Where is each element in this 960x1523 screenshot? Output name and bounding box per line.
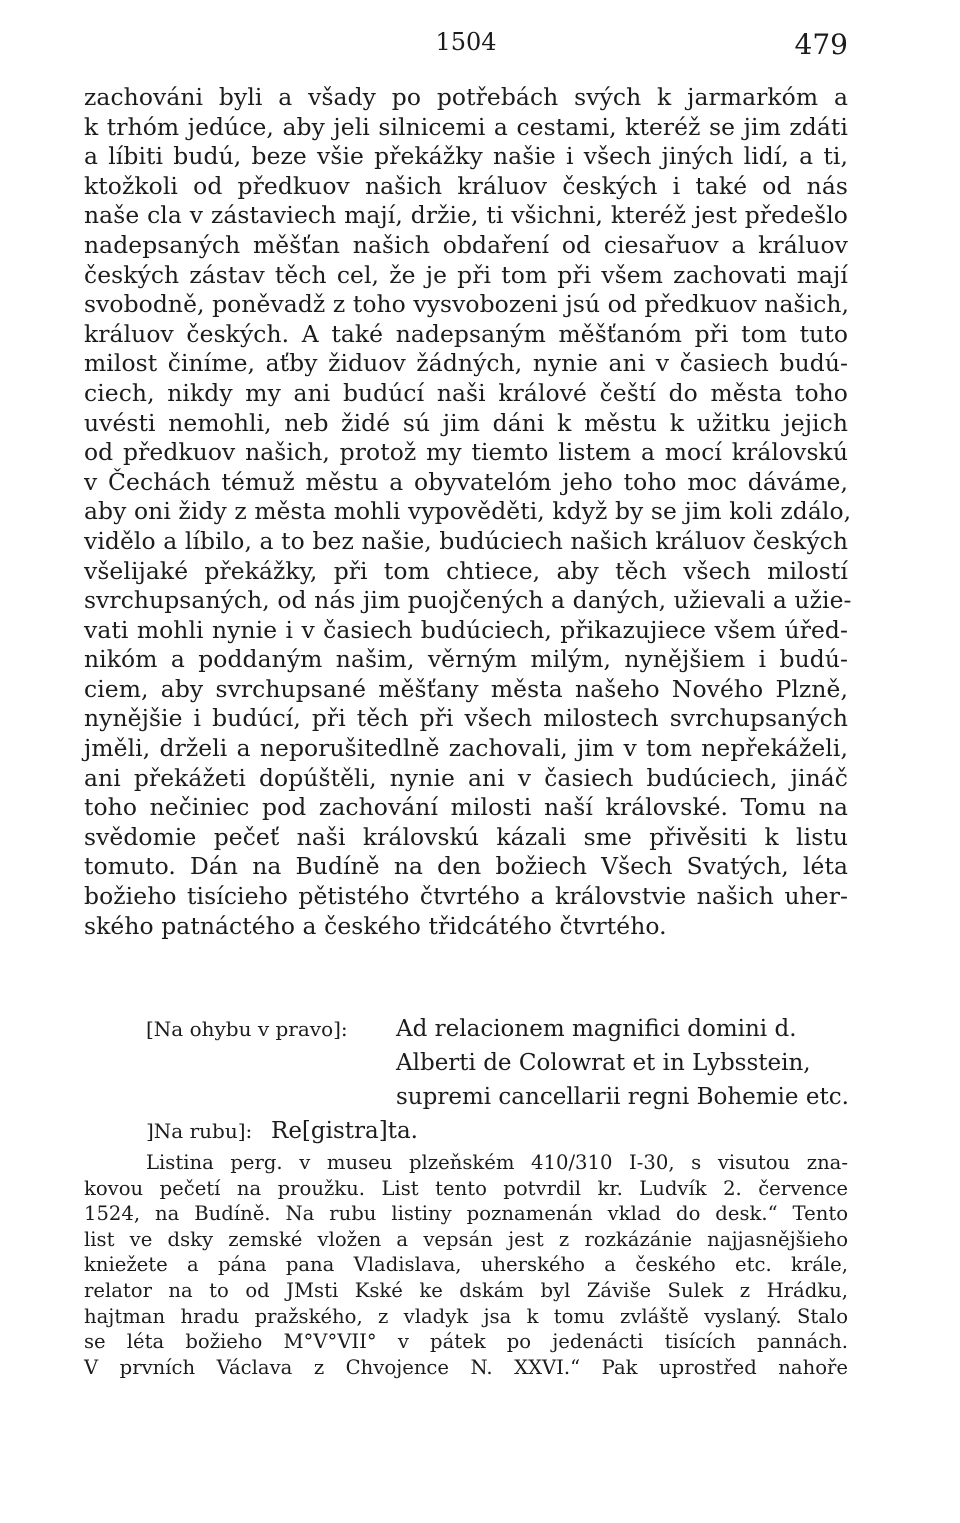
text-line: v Čechách témuž městu a obyvatelóm jeho toho moc dáváme, (84, 467, 848, 496)
text-line: božieho tisícieho pětistého čtvrtého a královstvie našich uher- (84, 882, 848, 911)
endorsement-notes (146, 1012, 848, 1148)
footnote-line: V prvních Václava z Chvojence N. XXVI.“ Pak uprostřed nahoře (84, 1355, 848, 1379)
fold-note-label: [Na ohybu v pravo]: (146, 1017, 348, 1041)
text-line: ciem, aby svrchupsané měšťany města našeho Nového Plzně, (84, 674, 848, 703)
back-note-text: Re[gistra]ta. (271, 1118, 418, 1144)
text-line: a líbiti budú, beze všie překážky našie i všech jiných lidí, a ti, (84, 142, 848, 171)
text-line: jměli, drželi a neporušitedlně zachovali, jim v tom nepřekáželi, (84, 734, 848, 763)
header-year: 1504 (435, 28, 497, 56)
fold-note-line: supremi cancellarii regni Bohemie etc. (396, 1084, 849, 1110)
footnote-line: Listina perg. v museu plzeňském 410/310 I-30, s visutou zna- (146, 1151, 848, 1174)
text-line: svrchupsaných, od nás jim puojčených a daných, užievali a užie- (84, 586, 852, 615)
text-line: naše cla v zástaviech mají, držie, ti všichni, kteréž jest předešlo (84, 201, 848, 230)
charter-text (84, 83, 852, 941)
text-line: uvésti nemohli, neb židé sú jim dáni k městu k užitku jejich (84, 408, 848, 437)
text-line: k trhóm jedúce, aby jeli silnicemi a cestami, kteréž se jim zdáti (84, 112, 848, 141)
fold-note-line: Ad relacionem magnifici domini d. (396, 1016, 797, 1042)
fold-note-continuation (146, 1080, 848, 1114)
text-line: vidělo a líbilo, a to bez našie, budúciech našich králuov českých (84, 526, 848, 555)
back-note (146, 1114, 848, 1148)
text-line: nikóm a poddaným našim, věrným milým, nynějšiem i budú- (84, 645, 848, 674)
text-line: milost činíme, aťby židuov žádných, nynie ani v časiech budú- (84, 349, 848, 378)
text-line: ského patnáctého a českého třidcátého čtvrtého. (84, 911, 667, 940)
text-line: ktožkoli od předkuov našich králuov českých i také od nás (84, 171, 848, 200)
source-footnote (84, 1150, 848, 1380)
text-line: králuov českých. A také nadepsaným měšťanóm při tom tuto (84, 319, 848, 348)
fold-note (146, 1012, 848, 1046)
text-line: nadepsaných měšťan našich obdaření od ciesařuov a králuov (84, 230, 848, 259)
fold-note-continuation (146, 1046, 848, 1080)
footnote-line: se léta božieho M°V°VII° v pátek po jedenácti tisících pannách. (84, 1330, 848, 1354)
text-line: tomuto. Dán na Budíně na den božiech Všech Svatých, léta (84, 852, 848, 881)
text-line: zachováni byli a všady po potřebách svých k jarmarkóm a (84, 83, 848, 111)
text-line: svobodně, poněvadž z toho vysvobozeni jsú od předkuov našich, (84, 290, 850, 319)
text-line: českých zástav těch cel, že je při tom při všem zachovati mají (84, 260, 848, 289)
text-line: všelijaké překážky, při tom chtiece, aby těch všech milostí (84, 556, 848, 585)
text-line: nynějšie i budúcí, při těch při všech milostech svrchupsaných (84, 704, 848, 733)
footnote-line: kniežete a pána pana Vladislava, uherského a českého etc. krále, (84, 1253, 848, 1277)
text-line: ciech, nikdy my ani budúcí naši králové čeští do města toho (84, 378, 848, 407)
text-line: svědomie pečeť naši královskú kázali sme přivěsiti k listu (84, 822, 848, 851)
footnote-line: 1524, na Budíně. Na rubu listiny poznamenán vklad do desk.“ Tento (84, 1202, 848, 1226)
text-line: toho nečiniec pod zachování milosti naší královské. Tomu na (84, 793, 848, 822)
page-number: 479 (794, 28, 848, 61)
text-line: ani překážeti dopúštěli, nynie ani v časiech budúciech, jináč (84, 763, 848, 792)
page-header (84, 28, 848, 62)
fold-note-line: Alberti de Colowrat et in Lybsstein, (396, 1050, 811, 1076)
text-line: vati mohli nynie i v časiech budúciech, přikazujiece všem úřed- (84, 615, 848, 644)
footnote-line: hajtman hradu pražského, z vladyk jsa k tomu zvláště vyslaný. Stalo (84, 1304, 848, 1328)
footnote-line: list ve dsky zemské vložen a vepsán jest z rozkázánie najjasnějšieho (84, 1227, 848, 1251)
text-line: aby oni židy z města mohli vypověděti, když by se jim koli zdálo, (84, 497, 852, 526)
text-line: od předkuov našich, protož my tiemto listem a mocí královskú (84, 438, 848, 467)
footnote-line: relator na to od JMsti Kské ke dskám byl Záviše Sulek z Hrádku, (84, 1278, 848, 1302)
back-note-label: ]Na rubu]: (146, 1119, 253, 1143)
footnote-line: kovou pečetí na proužku. List tento potvrdil kr. Ludvík 2. července (84, 1176, 848, 1200)
